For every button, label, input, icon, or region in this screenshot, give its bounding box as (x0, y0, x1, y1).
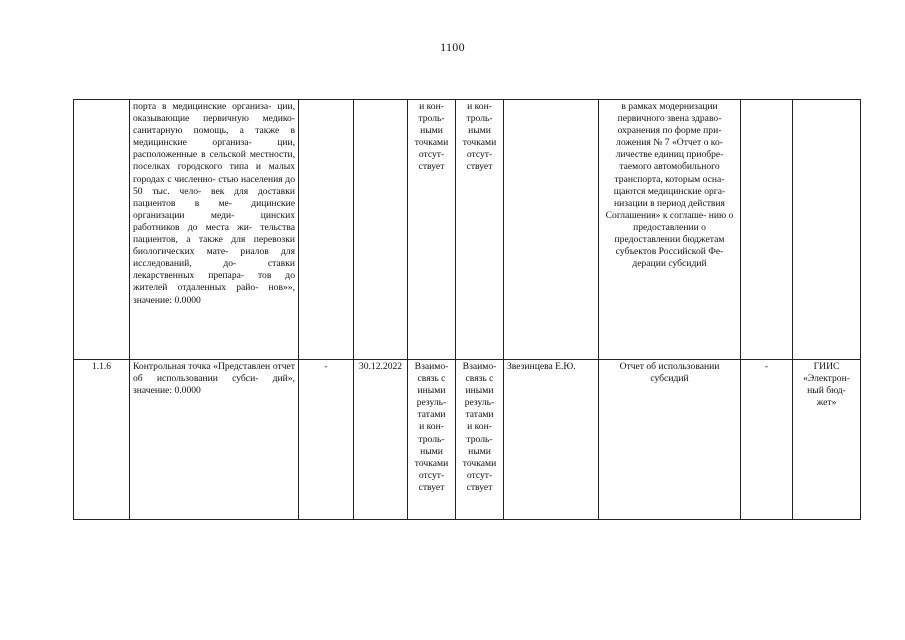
empty-cell (299, 100, 354, 360)
description-cell: порта в медицинские организа- ции, оказывающие первичную медико-санитарную помощь, а также в медицинские организа- ции, расположенные в сельской местности, поселках городского типа и малых городах с численно- стью населения до 50 тыс. чело- век для доставки пациентов в ме- дицинские организации меди- цинских работников до места жи- тельства пациентов, а также для перевозки биологических мате- риалов для исследований, до- ставки лекарственных препара- тов до жителей отдаленных райо- нов»», значение: 0.0000 (130, 100, 299, 360)
relation-cell: и кон- троль- ными точками отсут- ствует (408, 100, 456, 360)
responsible-cell (504, 100, 599, 360)
document-cell: в рамках модернизации первичного звена здраво- охранения по форме при- ложения № 7 «Отчет о ко- личестве единиц приобре- таемого автомобильного транспорта, которым осна- щаются медицинские орга- низации в период действия Соглашения» к соглаше- нию о предоставлении о предоставлении бюджетам субъектов Российской Фе- дерации субсидий (599, 100, 741, 360)
control-points-table (73, 99, 861, 520)
relation-cell: и кон- троль- ными точками отсут- ствует (456, 100, 504, 360)
document-cell: Отчет об использовании субсидий (599, 360, 741, 520)
empty-cell (741, 100, 793, 360)
responsible-cell: Звезинцева Е.Ю. (504, 360, 599, 520)
date-cell: 30.12.2022 (354, 360, 408, 520)
system-cell: ГИИС «Электрон- ный бюд- жет» (793, 360, 861, 520)
page-number: 1100 (440, 40, 465, 54)
table-row (74, 100, 861, 360)
date-cell (354, 100, 408, 360)
table-row (74, 360, 861, 520)
row-number-cell (74, 100, 130, 360)
system-cell (793, 100, 861, 360)
relation-cell: Взаимо- связь с иными резуль- татами и кон- троль- ными точками отсут- ствует (456, 360, 504, 520)
row-number-cell: 1.1.6 (74, 360, 130, 520)
dash-cell: - (299, 360, 354, 520)
description-cell: Контрольная точка «Представлен отчет об использовании субси- дий», значение: 0.0000 (130, 360, 299, 520)
dash-cell: - (741, 360, 793, 520)
relation-cell: Взаимо- связь с иными резуль- татами и кон- троль- ными точками отсут- ствует (408, 360, 456, 520)
